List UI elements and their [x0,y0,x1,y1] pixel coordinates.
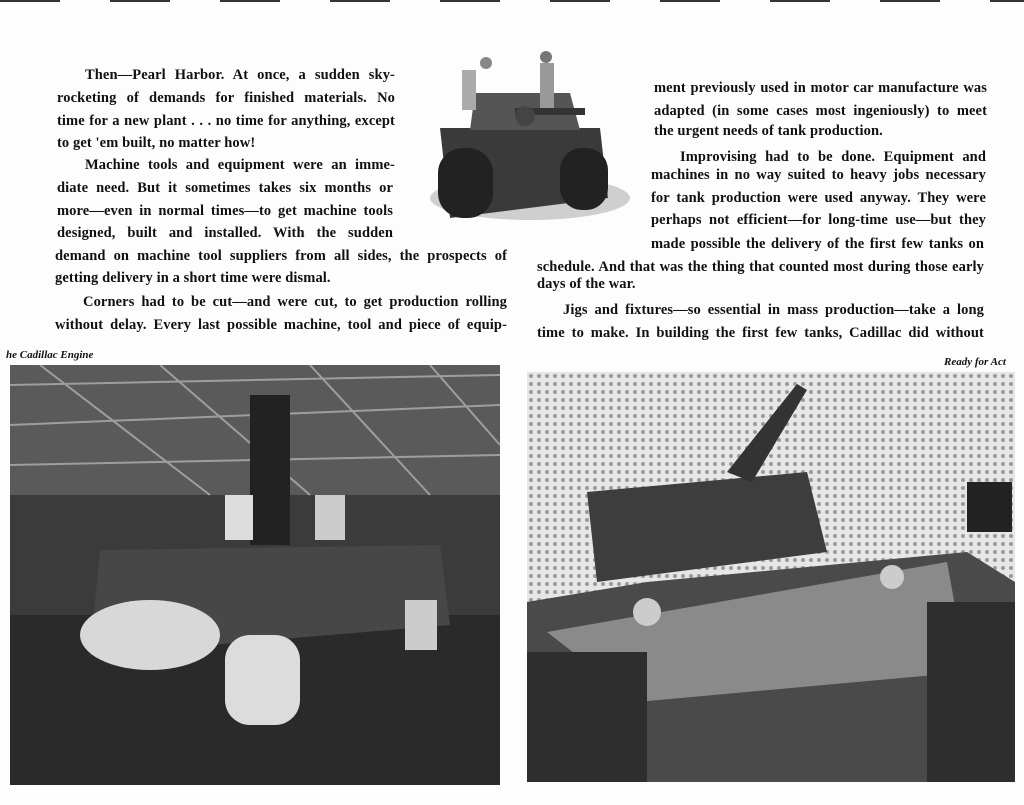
text-line: getting delivery in a short time were dismal. [55,270,331,286]
text-line: Improvising had to be done. Equipment and [680,149,986,165]
factory-photo [10,365,500,785]
text-line: Jigs and fixtures—so essential in mass production—take a long [563,302,984,318]
text-line: days of the war. [537,276,636,292]
caption-right: Ready for Act [944,356,1006,368]
text-line: perhaps not efficient—for long-time use—but they [651,212,986,228]
caption-left: he Cadillac Engine [6,349,94,361]
text-line: the urgent needs of tank production. [654,123,883,139]
text-line: designed, built and installed. With the sudden [57,225,393,241]
text-line: Then—Pearl Harbor. At once, a sudden sky- [85,67,395,83]
text-line: made possible the delivery of the first few tanks on [651,236,984,252]
scan-edge [0,0,1024,2]
text-line: diate need. But it sometimes takes six months or [57,180,393,196]
text-line: Machine tools and equipment were an imme- [85,157,395,173]
text-line: time for a new plant . . . no time for anything, except [57,113,395,129]
text-line: schedule. And that was the thing that counted most during those early [537,259,984,275]
text-line: rocketing of demands for finished materials. No [57,90,395,106]
tank-photo [527,372,1015,782]
text-line: for tank production were used anyway. They were [651,190,986,206]
text-line: demand on machine tool suppliers from all sides, the prospects of [55,248,507,264]
text-line: more—even in normal times—to get machine tools [57,203,393,219]
text-line: Corners had to be cut—and were cut, to get production rolling [83,294,507,310]
text-line: adapted (in some cases most ingeniously) to meet [654,103,987,119]
text-line: ment previously used in motor car manufacture was [654,80,987,96]
text-line: without delay. Every last possible machine, tool and piece of equip- [55,317,507,333]
tank-illustration [420,48,632,228]
text-line: to get 'em built, no matter how! [57,135,256,151]
text-line: machines in no way suited to heavy jobs necessary [651,167,986,183]
text-line: time to make. In building the first few tanks, Cadillac did without [537,325,984,341]
